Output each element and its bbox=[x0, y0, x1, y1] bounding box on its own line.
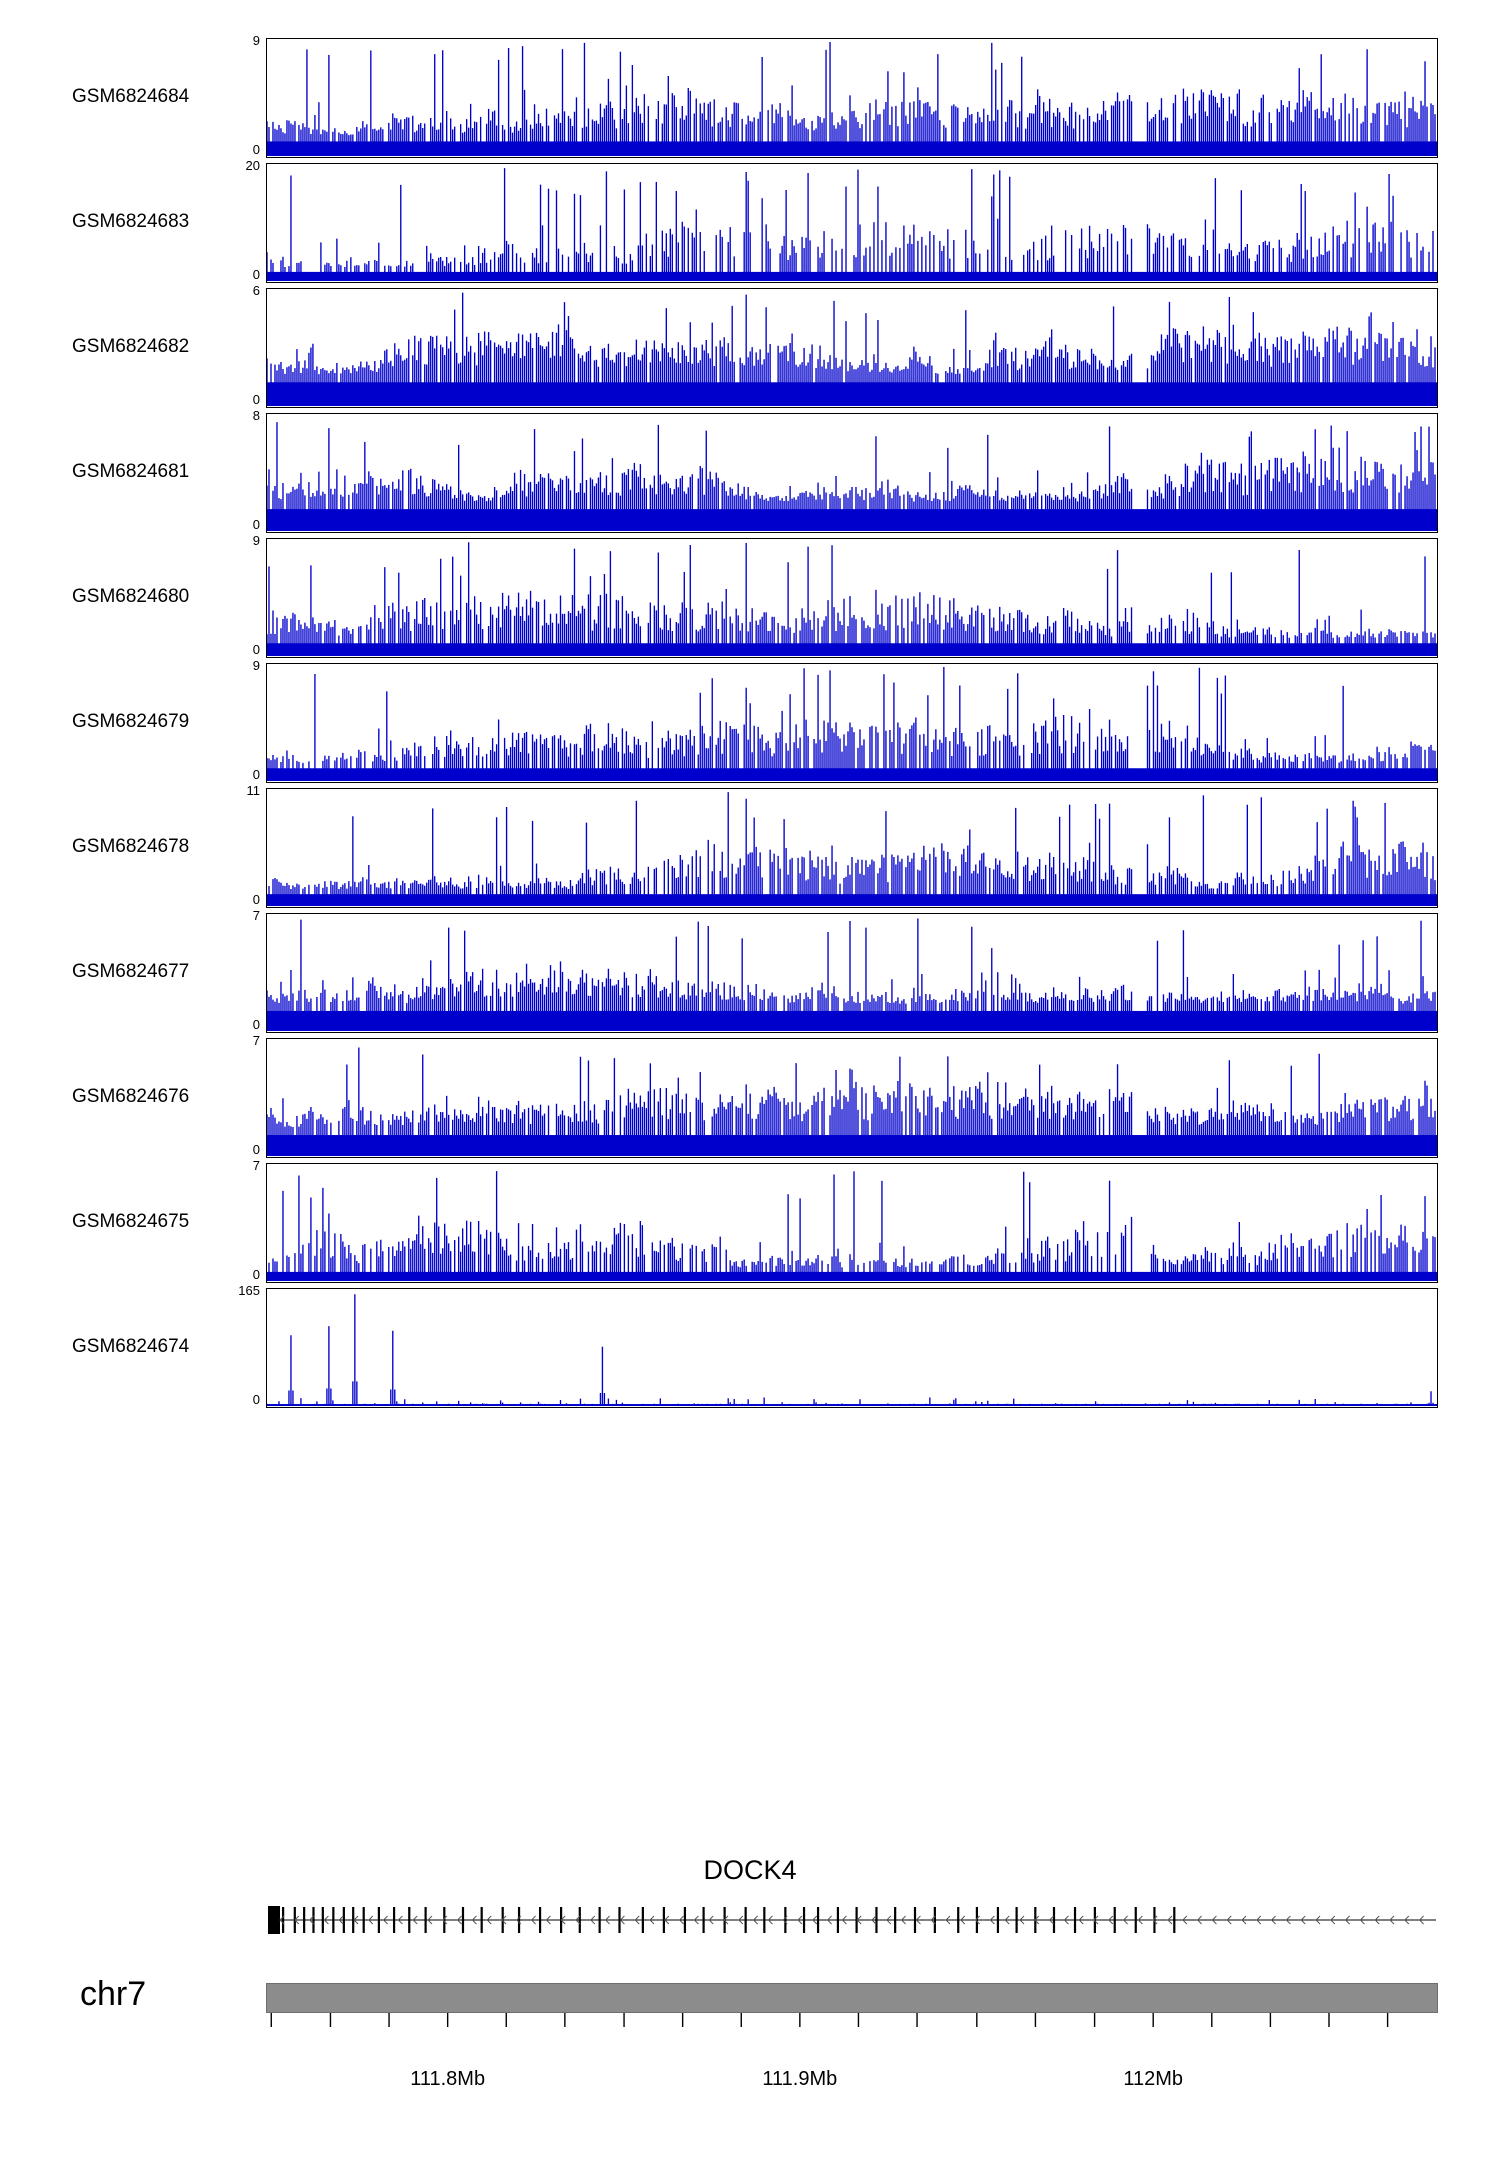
axis-ruler bbox=[266, 2013, 1438, 2073]
axis-min-label: 0 bbox=[252, 142, 260, 157]
track-label-GSM6824680: GSM6824680 bbox=[72, 586, 190, 607]
track-plot-GSM6824684[interactable] bbox=[266, 38, 1438, 158]
axis-max-label: 7 bbox=[252, 908, 260, 923]
axis-min-label: 0 bbox=[252, 1142, 260, 1157]
axis-max-label: 11 bbox=[246, 783, 260, 798]
axis-max-label: 7 bbox=[252, 1158, 260, 1173]
axis-min-label: 0 bbox=[252, 892, 260, 907]
track-label-GSM6824684: GSM6824684 bbox=[72, 86, 190, 107]
axis-min-label: 0 bbox=[252, 1267, 260, 1282]
coverage-track bbox=[0, 783, 1500, 913]
axis-min-label: 0 bbox=[252, 267, 260, 282]
axis-max-label: 9 bbox=[252, 533, 260, 548]
axis-max-label: 7 bbox=[252, 1033, 260, 1048]
coverage-track bbox=[0, 533, 1500, 663]
gene-model-panel[interactable] bbox=[266, 1880, 1438, 1970]
coverage-signal bbox=[267, 39, 1437, 157]
axis-max-label: 165 bbox=[238, 1283, 260, 1298]
gene-name-label: DOCK4 bbox=[703, 1855, 797, 1885]
coverage-signal bbox=[267, 1039, 1437, 1157]
track-label-GSM6824677: GSM6824677 bbox=[72, 961, 190, 982]
track-label-GSM6824678: GSM6824678 bbox=[72, 836, 190, 857]
coverage-signal bbox=[267, 164, 1437, 282]
track-plot-GSM6824676[interactable] bbox=[266, 1038, 1438, 1158]
track-label-GSM6824675: GSM6824675 bbox=[72, 1211, 190, 1232]
track-plot-GSM6824674[interactable] bbox=[266, 1288, 1438, 1408]
coverage-signal bbox=[267, 539, 1437, 657]
axis-min-label: 0 bbox=[252, 1392, 260, 1407]
axis-tick-label: 111.8Mb bbox=[410, 2068, 486, 2090]
chromosome-label: chr7 bbox=[80, 1975, 147, 2013]
coverage-signal bbox=[267, 1289, 1437, 1407]
axis-min-label: 0 bbox=[252, 642, 260, 657]
gene-model-svg bbox=[266, 1880, 1438, 1970]
track-plot-GSM6824681[interactable] bbox=[266, 413, 1438, 533]
coverage-track bbox=[0, 158, 1500, 288]
coverage-track bbox=[0, 1158, 1500, 1288]
track-label-GSM6824682: GSM6824682 bbox=[72, 336, 190, 357]
track-plot-GSM6824677[interactable] bbox=[266, 913, 1438, 1033]
track-plot-GSM6824678[interactable] bbox=[266, 788, 1438, 908]
axis-max-label: 20 bbox=[245, 158, 260, 173]
coverage-track bbox=[0, 908, 1500, 1038]
track-label-GSM6824676: GSM6824676 bbox=[72, 1086, 190, 1107]
coverage-signal bbox=[267, 914, 1437, 1032]
track-plot-GSM6824682[interactable] bbox=[266, 288, 1438, 408]
track-label-GSM6824681: GSM6824681 bbox=[72, 461, 190, 482]
axis-max-label: 9 bbox=[252, 33, 260, 48]
axis-min-label: 0 bbox=[252, 392, 260, 407]
track-label-GSM6824674: GSM6824674 bbox=[72, 1336, 190, 1357]
coverage-signal bbox=[267, 664, 1437, 782]
axis-tick-label: 111.9Mb bbox=[762, 2068, 838, 2090]
coverage-track bbox=[0, 408, 1500, 538]
coverage-track bbox=[0, 283, 1500, 413]
track-plot-GSM6824680[interactable] bbox=[266, 538, 1438, 658]
coverage-signal bbox=[267, 789, 1437, 907]
axis-max-label: 9 bbox=[252, 658, 260, 673]
axis-min-label: 0 bbox=[252, 1017, 260, 1032]
coverage-track bbox=[0, 1033, 1500, 1163]
axis-ruler-svg bbox=[266, 2013, 1438, 2073]
coverage-signal bbox=[267, 1164, 1437, 1282]
axis-max-label: 6 bbox=[252, 283, 260, 298]
chromosome-ideogram-bar[interactable] bbox=[266, 1983, 1438, 2013]
coverage-track bbox=[0, 1283, 1500, 1413]
track-label-GSM6824683: GSM6824683 bbox=[72, 211, 190, 232]
track-label-GSM6824679: GSM6824679 bbox=[72, 711, 190, 732]
coverage-track bbox=[0, 658, 1500, 788]
axis-min-label: 0 bbox=[252, 517, 260, 532]
track-plot-GSM6824675[interactable] bbox=[266, 1163, 1438, 1283]
axis-max-label: 8 bbox=[252, 408, 260, 423]
axis-min-label: 0 bbox=[252, 767, 260, 782]
coverage-signal bbox=[267, 289, 1437, 407]
axis-tick-label: 112Mb bbox=[1123, 2068, 1184, 2090]
track-plot-GSM6824683[interactable] bbox=[266, 163, 1438, 283]
coverage-track bbox=[0, 33, 1500, 163]
coverage-signal bbox=[267, 414, 1437, 532]
track-plot-GSM6824679[interactable] bbox=[266, 663, 1438, 783]
